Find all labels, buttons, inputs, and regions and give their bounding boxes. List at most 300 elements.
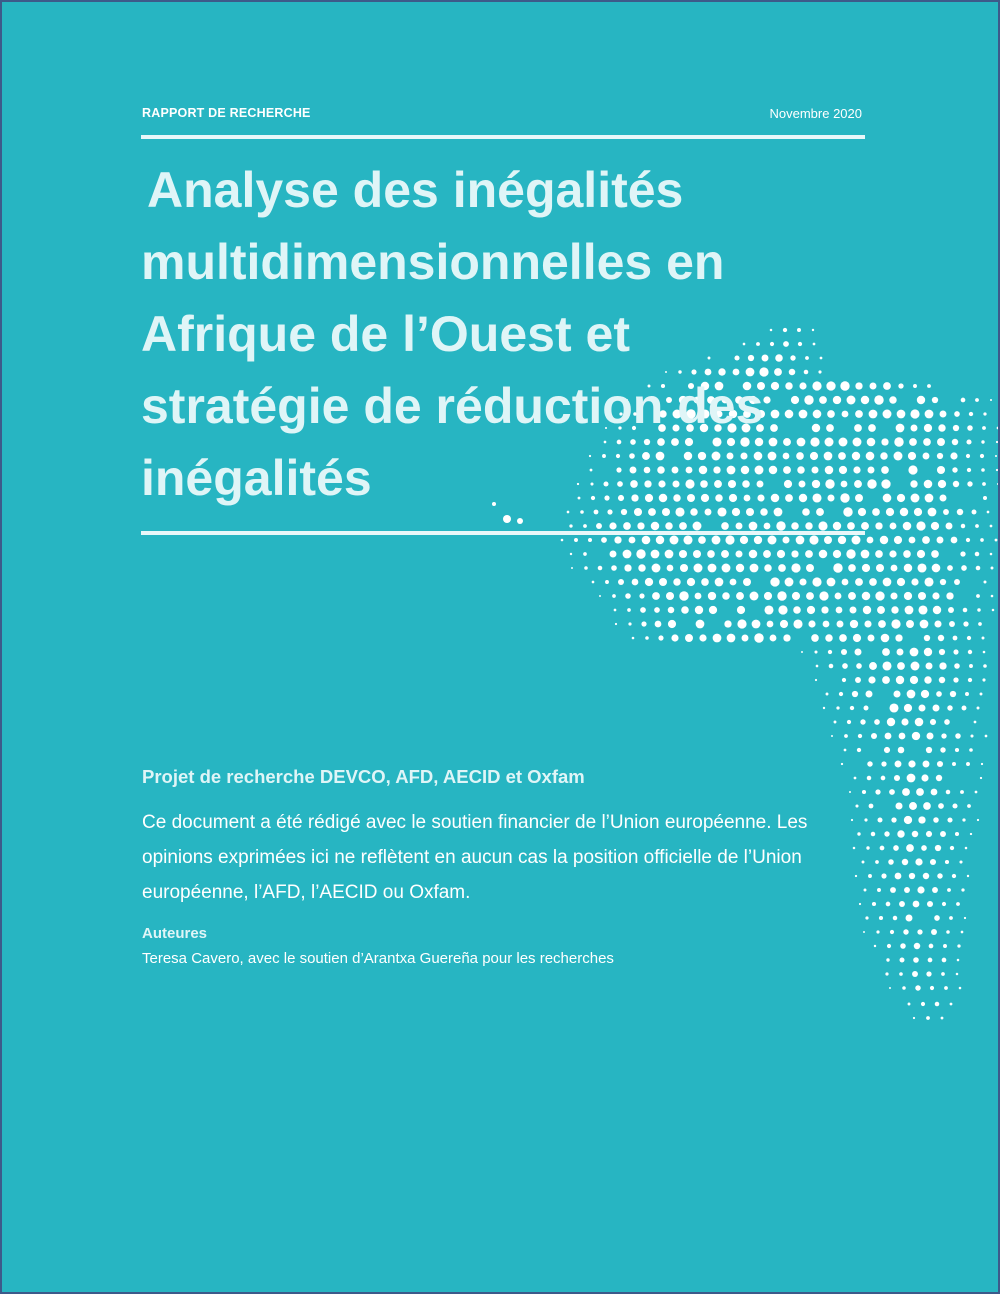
map-dot xyxy=(930,719,936,725)
map-dot xyxy=(695,593,702,600)
map-dot xyxy=(960,790,964,794)
map-dot xyxy=(882,648,890,656)
map-dot xyxy=(982,637,985,640)
map-dot xyxy=(793,606,801,614)
map-dot xyxy=(730,579,737,586)
map-dot xyxy=(864,620,871,627)
map-dot xyxy=(823,621,830,628)
map-dot xyxy=(886,902,891,907)
map-dot xyxy=(871,733,877,739)
map-dot xyxy=(872,902,876,906)
map-dot xyxy=(969,412,973,416)
map-dot xyxy=(614,609,617,612)
map-dot xyxy=(890,887,896,893)
map-dot xyxy=(609,522,616,529)
map-dot xyxy=(890,523,897,530)
map-dot xyxy=(875,591,884,600)
map-dot xyxy=(780,620,788,628)
map-dot xyxy=(778,605,787,614)
map-dot xyxy=(981,468,985,472)
map-dot xyxy=(883,494,892,503)
map-dot xyxy=(967,875,969,877)
map-dot xyxy=(799,578,806,585)
map-dot xyxy=(980,693,983,696)
map-dot xyxy=(985,735,988,738)
map-dot xyxy=(924,480,933,489)
map-dot xyxy=(970,833,972,835)
map-dot xyxy=(887,944,891,948)
map-dot xyxy=(918,605,927,614)
map-dot xyxy=(895,873,902,880)
map-dot xyxy=(667,565,674,572)
map-dot xyxy=(571,567,573,569)
map-dot xyxy=(950,846,954,850)
map-dot xyxy=(752,620,761,629)
map-dot xyxy=(965,692,969,696)
map-dot xyxy=(901,718,908,725)
map-dot xyxy=(902,788,910,796)
map-dot xyxy=(889,703,898,712)
map-dot xyxy=(856,663,862,669)
map-dot xyxy=(891,565,898,572)
map-dot xyxy=(928,508,937,517)
map-dot xyxy=(900,943,906,949)
map-dot xyxy=(881,438,888,445)
map-dot xyxy=(923,873,929,879)
map-dot xyxy=(925,410,934,419)
map-dot xyxy=(801,651,803,653)
map-dot xyxy=(937,537,944,544)
map-dot xyxy=(909,802,917,810)
disclaimer-line-2: opinions exprimées ici ne reflètent en aucun cas la position officielle de l’Union xyxy=(142,847,802,868)
map-dot xyxy=(614,536,621,543)
title-line-3: Afrique de l’Ouest et xyxy=(141,306,630,362)
map-dot xyxy=(867,776,872,781)
map-dot xyxy=(923,761,930,768)
map-dot xyxy=(943,944,947,948)
map-dot xyxy=(883,410,892,419)
map-dot xyxy=(574,538,578,542)
map-dot xyxy=(764,605,773,614)
map-dot xyxy=(924,648,932,656)
map-dot xyxy=(923,453,930,460)
map-dot xyxy=(749,550,758,559)
map-dot xyxy=(952,874,956,878)
map-dot xyxy=(808,620,815,627)
map-dot xyxy=(868,635,875,642)
map-dot xyxy=(839,634,847,642)
map-dot xyxy=(671,634,678,641)
map-dot xyxy=(658,635,663,640)
map-dot xyxy=(921,845,927,851)
map-dot xyxy=(950,691,956,697)
map-dot xyxy=(921,774,928,781)
map-dot xyxy=(854,777,857,780)
map-dot xyxy=(721,550,729,558)
map-dot xyxy=(939,677,945,683)
map-dot xyxy=(949,621,955,627)
map-dot xyxy=(867,761,872,766)
map-dot xyxy=(806,564,814,572)
map-dot xyxy=(651,522,660,531)
map-dot xyxy=(793,619,802,628)
map-dot xyxy=(855,649,862,656)
map-dot xyxy=(885,972,888,975)
map-dot xyxy=(811,634,819,642)
map-dot xyxy=(883,578,892,587)
map-dot xyxy=(764,523,771,530)
map-dot xyxy=(833,550,841,558)
map-dot xyxy=(783,634,790,641)
map-dot xyxy=(983,664,987,668)
map-dot xyxy=(904,592,912,600)
map-dot xyxy=(963,608,968,613)
map-dot xyxy=(945,860,949,864)
map-dot xyxy=(967,804,971,808)
map-dot xyxy=(891,619,900,628)
map-dot xyxy=(894,437,903,446)
map-dot xyxy=(938,635,944,641)
map-dot xyxy=(875,550,883,558)
map-dot xyxy=(914,943,921,950)
map-dot xyxy=(963,621,968,626)
map-dot xyxy=(957,509,963,515)
map-dot xyxy=(829,664,834,669)
map-dot xyxy=(877,817,882,822)
map-dot xyxy=(954,579,960,585)
map-dot xyxy=(931,929,937,935)
map-dot xyxy=(952,803,957,808)
map-dot xyxy=(908,452,916,460)
map-dot xyxy=(879,916,883,920)
map-dot xyxy=(724,620,731,627)
map-dot xyxy=(983,496,987,500)
map-dot xyxy=(926,1016,930,1020)
map-dot xyxy=(960,551,965,556)
map-dot xyxy=(922,536,930,544)
map-dot xyxy=(987,511,990,514)
map-dot xyxy=(935,845,941,851)
map-dot xyxy=(898,383,903,388)
map-dot xyxy=(983,412,986,415)
map-dot xyxy=(940,579,946,585)
map-dot xyxy=(777,550,785,558)
map-dot xyxy=(917,550,925,558)
map-dot xyxy=(916,521,925,530)
map-dot xyxy=(897,649,904,656)
map-dot xyxy=(668,620,676,628)
map-dot xyxy=(767,621,774,628)
map-dot xyxy=(831,735,833,737)
map-dot xyxy=(888,859,894,865)
map-dot xyxy=(942,902,946,906)
map-dot xyxy=(917,886,924,893)
map-dot xyxy=(978,622,982,626)
map-dot xyxy=(940,831,946,837)
map-dot xyxy=(977,608,980,611)
map-dot xyxy=(909,537,916,544)
map-dot xyxy=(833,522,841,530)
map-dot xyxy=(918,592,926,600)
map-dot xyxy=(955,733,961,739)
map-dot xyxy=(932,397,938,403)
map-dot xyxy=(680,564,688,572)
map-dot xyxy=(792,592,800,600)
map-dot xyxy=(930,986,934,990)
map-dot xyxy=(838,536,846,544)
map-dot xyxy=(990,525,993,528)
map-dot xyxy=(953,425,959,431)
map-dot xyxy=(953,636,958,641)
map-dot xyxy=(910,676,918,684)
map-dot xyxy=(737,606,745,614)
map-dot xyxy=(685,634,693,642)
map-dot xyxy=(715,578,724,587)
map-dot xyxy=(628,622,631,625)
map-dot xyxy=(869,410,878,419)
map-dot xyxy=(918,704,925,711)
map-dot xyxy=(884,831,889,836)
map-dot xyxy=(906,620,914,628)
map-dot xyxy=(601,537,607,543)
map-dot xyxy=(693,550,701,558)
map-dot xyxy=(610,551,617,558)
map-dot xyxy=(896,676,904,684)
map-dot xyxy=(828,650,832,654)
map-dot xyxy=(875,860,879,864)
map-dot xyxy=(884,747,890,753)
map-dot xyxy=(641,621,646,626)
map-dot xyxy=(908,1003,911,1006)
map-dot xyxy=(842,579,849,586)
map-dot xyxy=(977,819,979,821)
map-dot xyxy=(942,958,947,963)
map-dot xyxy=(917,563,926,572)
map-dot xyxy=(925,662,932,669)
map-dot xyxy=(938,424,945,431)
map-dot xyxy=(946,930,950,934)
map-dot xyxy=(957,959,960,962)
map-dot xyxy=(967,425,973,431)
map-dot xyxy=(743,578,751,586)
map-dot xyxy=(893,916,897,920)
map-dot xyxy=(961,565,967,571)
bottom-divider xyxy=(141,531,865,535)
map-dot xyxy=(852,691,858,697)
map-dot xyxy=(895,802,902,809)
map-dot xyxy=(897,578,905,586)
map-dot xyxy=(806,592,814,600)
map-dot xyxy=(632,637,635,640)
map-dot xyxy=(972,510,977,515)
map-dot xyxy=(894,452,903,461)
map-dot xyxy=(636,549,645,558)
map-dot xyxy=(721,522,729,530)
map-dot xyxy=(921,690,929,698)
map-dot xyxy=(909,873,915,879)
map-dot xyxy=(961,931,964,934)
map-dot xyxy=(583,524,587,528)
map-dot xyxy=(735,550,742,557)
map-dot xyxy=(819,591,828,600)
map-dot xyxy=(750,592,759,601)
map-dot xyxy=(904,816,912,824)
map-dot xyxy=(982,482,986,486)
map-dot xyxy=(921,1002,925,1006)
map-dot xyxy=(924,676,931,683)
map-dot xyxy=(722,592,730,600)
map-dot xyxy=(887,718,895,726)
map-dot xyxy=(655,621,662,628)
map-dot xyxy=(881,776,886,781)
map-dot xyxy=(933,606,941,614)
map-dot xyxy=(857,748,861,752)
map-dot xyxy=(849,606,856,613)
map-dot xyxy=(910,648,919,657)
map-dot xyxy=(877,888,881,892)
map-dot xyxy=(946,592,953,599)
map-dot xyxy=(841,649,847,655)
map-dot xyxy=(975,398,979,402)
map-dot xyxy=(652,592,660,600)
map-dot xyxy=(852,536,861,545)
map-dot xyxy=(943,509,949,515)
map-dot xyxy=(904,704,912,712)
map-dot xyxy=(907,690,916,699)
map-dot xyxy=(869,578,877,586)
map-dot xyxy=(911,578,918,585)
map-dot xyxy=(931,550,939,558)
map-dot xyxy=(850,620,858,628)
map-dot xyxy=(915,985,920,990)
map-dot xyxy=(867,479,876,488)
map-dot xyxy=(924,424,932,432)
map-dot xyxy=(937,873,942,878)
map-dot xyxy=(955,832,959,836)
map-dot xyxy=(638,564,645,571)
map-dot xyxy=(934,915,940,921)
map-dot xyxy=(837,621,844,628)
map-dot xyxy=(666,592,674,600)
map-dot xyxy=(961,888,964,891)
map-dot xyxy=(903,522,912,531)
map-dot xyxy=(966,439,971,444)
map-dot xyxy=(970,734,973,737)
map-dot xyxy=(736,592,744,600)
map-dot xyxy=(926,971,931,976)
map-dot xyxy=(953,677,958,682)
map-dot xyxy=(936,691,942,697)
map-dot xyxy=(681,606,689,614)
map-dot xyxy=(850,706,854,710)
map-dot xyxy=(584,566,588,570)
map-dot xyxy=(918,816,925,823)
map-dot xyxy=(933,705,940,712)
map-dot xyxy=(645,636,649,640)
map-dot xyxy=(754,633,763,642)
map-dot xyxy=(938,480,946,488)
map-dot xyxy=(899,901,905,907)
map-dot xyxy=(632,579,639,586)
map-dot xyxy=(961,524,965,528)
map-dot xyxy=(880,536,888,544)
map-dot xyxy=(938,803,944,809)
map-dot xyxy=(821,606,828,613)
map-dot xyxy=(951,537,958,544)
map-dot xyxy=(818,521,827,530)
map-dot xyxy=(855,677,861,683)
map-dot xyxy=(948,607,954,613)
map-dot xyxy=(954,411,960,417)
map-dot xyxy=(652,564,661,573)
map-dot xyxy=(906,915,913,922)
map-dot xyxy=(900,958,905,963)
map-dot xyxy=(864,706,869,711)
map-dot xyxy=(882,661,891,670)
map-dot xyxy=(997,427,998,430)
map-dot xyxy=(996,469,998,471)
map-dot xyxy=(915,858,922,865)
map-dot xyxy=(930,859,936,865)
map-dot xyxy=(712,536,721,545)
map-dot xyxy=(785,578,794,587)
map-dot xyxy=(846,549,855,558)
map-dot xyxy=(891,606,898,613)
map-dot xyxy=(709,606,717,614)
map-dot xyxy=(754,536,762,544)
map-dot xyxy=(976,594,980,598)
map-dot xyxy=(665,522,672,529)
map-dot xyxy=(897,410,906,419)
map-dot xyxy=(916,788,924,796)
map-dot xyxy=(825,634,832,641)
map-dot xyxy=(640,607,646,613)
map-dot xyxy=(862,564,870,572)
map-dot xyxy=(855,578,863,586)
map-dot xyxy=(915,718,924,727)
map-dot xyxy=(698,536,706,544)
map-dot xyxy=(903,929,908,934)
map-dot xyxy=(913,1017,915,1019)
map-dot xyxy=(947,817,952,822)
map-dot xyxy=(596,523,602,529)
report-type-label: RAPPORT DE RECHERCHE xyxy=(142,106,311,120)
map-dot xyxy=(891,817,896,822)
map-dot xyxy=(955,748,959,752)
map-dot xyxy=(907,774,916,783)
map-dot xyxy=(956,973,959,976)
map-dot xyxy=(679,522,687,530)
map-dot xyxy=(637,522,644,529)
map-dot xyxy=(933,817,939,823)
map-dot xyxy=(931,789,938,796)
map-dot xyxy=(668,607,675,614)
map-dot xyxy=(983,651,986,654)
map-dot xyxy=(763,550,771,558)
map-dot xyxy=(737,619,746,628)
map-dot xyxy=(629,537,636,544)
map-dot xyxy=(670,536,679,545)
map-dot xyxy=(736,523,743,530)
map-dot xyxy=(701,578,709,586)
map-dot xyxy=(890,930,894,934)
map-dot xyxy=(598,566,603,571)
map-dot xyxy=(886,508,894,516)
map-dot xyxy=(975,524,979,528)
map-dot xyxy=(883,382,891,390)
map-dot xyxy=(861,522,869,530)
map-dot xyxy=(959,860,962,863)
